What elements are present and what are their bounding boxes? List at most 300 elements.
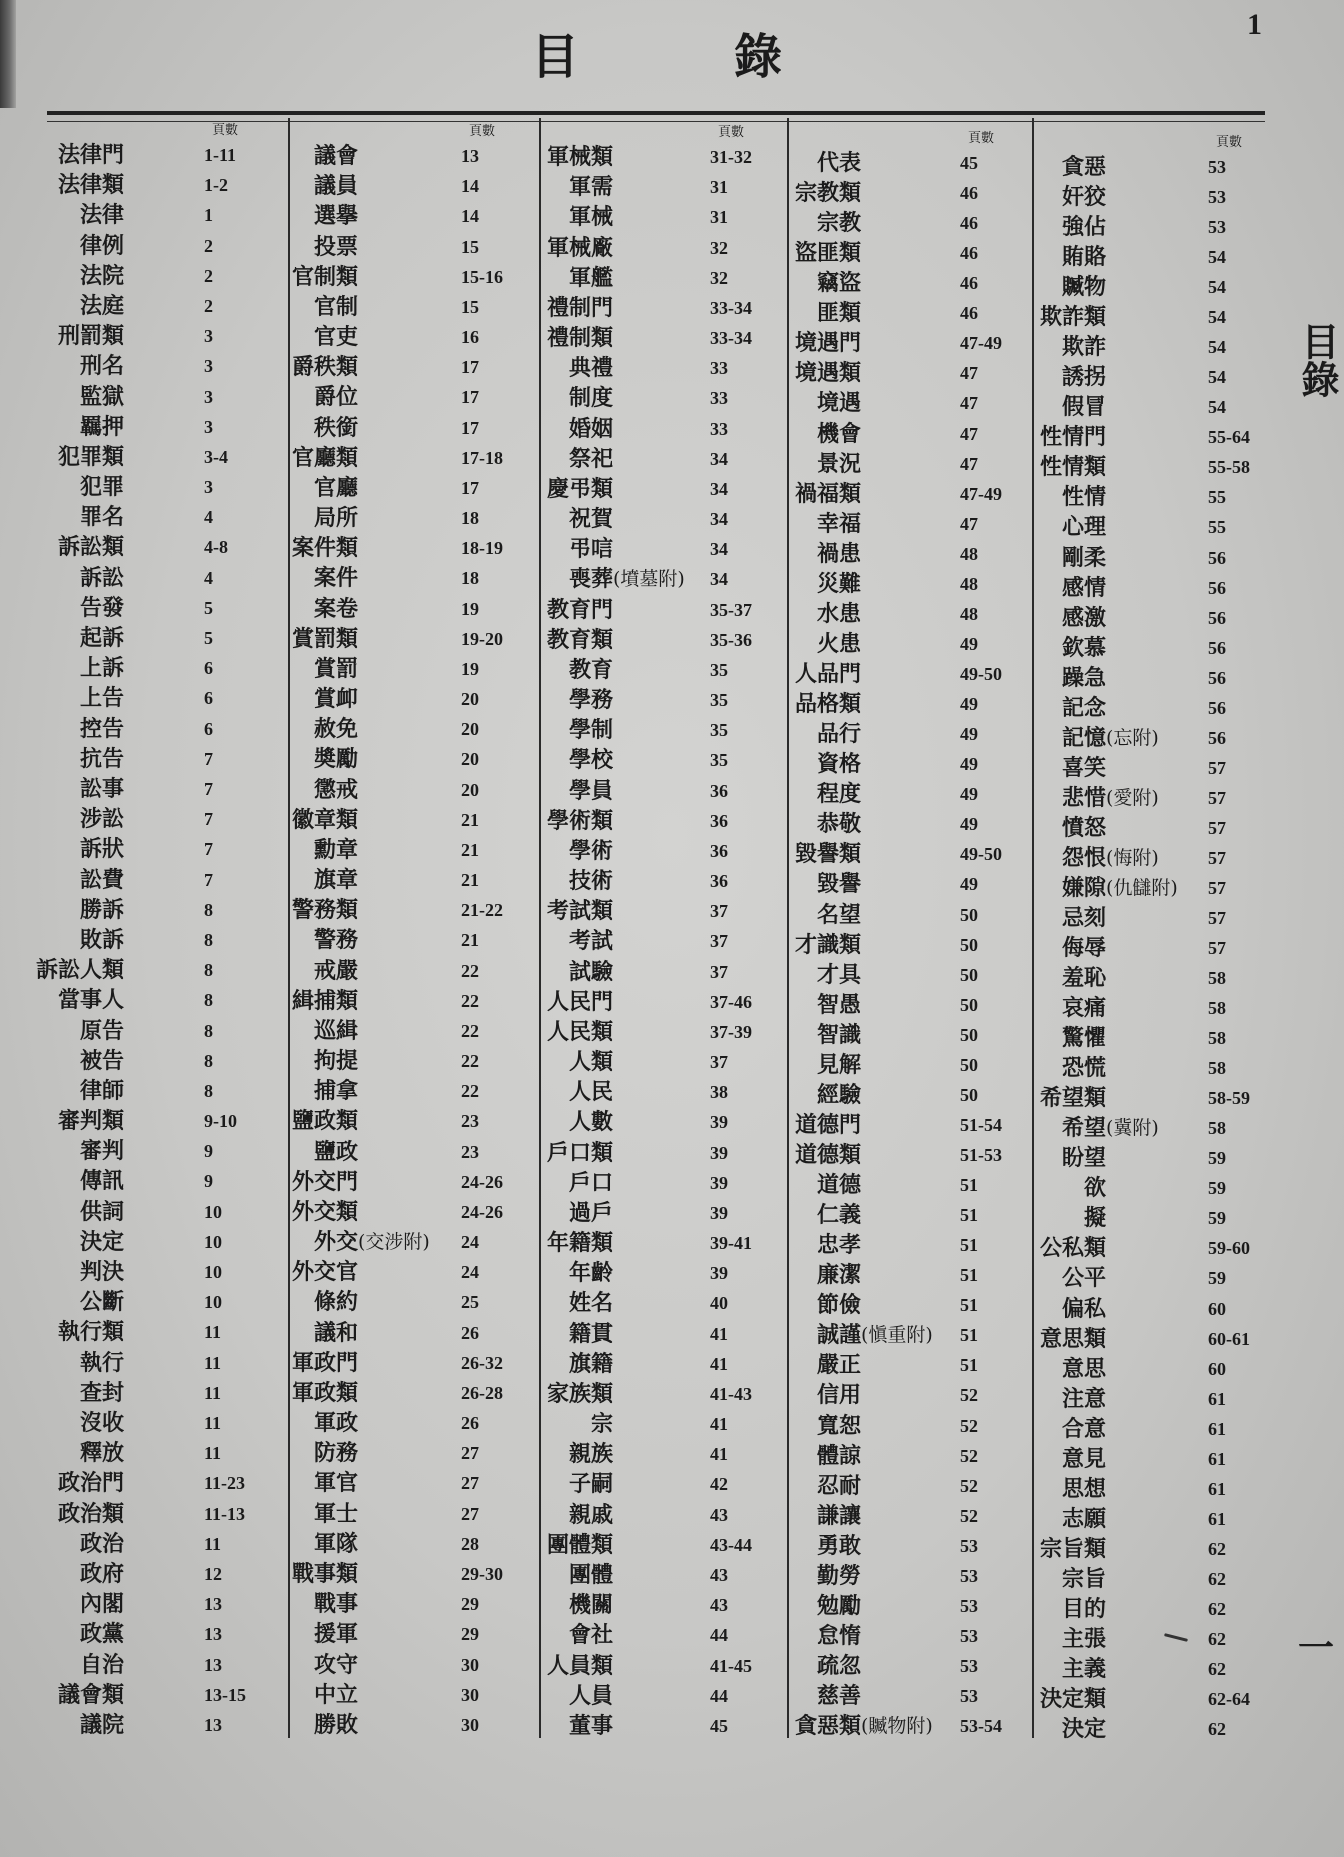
index-entry <box>0 1681 1344 1714</box>
index-term-text: 教育門 <box>546 596 613 623</box>
index-term-text: 涉訟 <box>79 806 124 833</box>
index-term <box>1062 1023 1106 1053</box>
index-term-text: 境遇類 <box>794 360 861 387</box>
index-pages: 62 <box>1208 1568 1226 1589</box>
index-term-text: 姓名 <box>568 1290 613 1317</box>
index-entry <box>0 693 1344 723</box>
index-pages: 47 <box>960 393 978 414</box>
index-term-text: 學術類 <box>546 807 613 834</box>
index-pages: 3 <box>204 356 213 377</box>
index-term-text: 政治門 <box>57 1470 124 1497</box>
index-pages: 16 <box>461 327 479 348</box>
index-term <box>1061 1113 1159 1143</box>
index-term-text: 學校 <box>568 747 613 774</box>
index-pages: 33 <box>710 388 728 409</box>
index-pages: 8 <box>204 960 213 981</box>
index-pages: 47 <box>960 423 978 444</box>
index-pages: 29 <box>461 1594 479 1615</box>
index-term <box>1062 332 1106 362</box>
index-pages: 58-59 <box>1208 1088 1250 1109</box>
index-pages: 26-28 <box>461 1382 503 1403</box>
index-pages: 46 <box>960 213 978 234</box>
index-pages: 28 <box>461 1533 479 1554</box>
index-term-text: 軍艦 <box>568 264 613 291</box>
index-term-text: 懲戒 <box>313 776 358 803</box>
index-pages: 35 <box>710 750 728 771</box>
index-pages: 53 <box>960 1535 978 1556</box>
index-term-text: 災難 <box>816 570 861 597</box>
index-pages: 26 <box>461 1322 479 1343</box>
index-entry <box>0 1414 1344 1444</box>
index-pages: 48 <box>960 543 978 564</box>
index-pages: 17 <box>461 417 479 438</box>
index-term-text: 祭祀 <box>568 445 613 472</box>
index-pages: 27 <box>461 1473 479 1494</box>
index-term-text: 記念 <box>1061 694 1106 721</box>
index-pages: 45 <box>710 1715 728 1736</box>
index-pages: 58 <box>1208 998 1226 1019</box>
page-column-header: 頁數 <box>968 131 995 146</box>
index-pages: 39-41 <box>710 1233 752 1254</box>
index-entry <box>0 212 1344 242</box>
index-term-text: 考試類 <box>546 898 613 925</box>
index-pages: 6 <box>204 688 213 709</box>
index-term-text: 爵秩類 <box>291 354 358 381</box>
index-pages: 11 <box>204 1382 222 1403</box>
index-term-text: 心理 <box>1061 514 1106 541</box>
index-term <box>1061 843 1159 873</box>
index-term <box>1084 1203 1106 1233</box>
index-entry <box>0 963 1344 993</box>
index-pages: 60-61 <box>1208 1328 1250 1349</box>
index-entry <box>0 1561 1344 1594</box>
index-term-text: 名望 <box>816 901 861 928</box>
index-term-text: 疏忽 <box>816 1653 861 1679</box>
index-term-text: 官制 <box>313 293 358 320</box>
index-term-text: 中立 <box>313 1681 358 1708</box>
index-pages: 55 <box>1208 517 1226 538</box>
index-pages: 47 <box>960 363 978 384</box>
index-pages: 34 <box>710 539 728 560</box>
index-pages: 4-8 <box>204 537 228 558</box>
index-pages: 61 <box>1208 1478 1226 1499</box>
index-term-text: 抗告 <box>79 745 124 772</box>
index-term-text: 誘拐 <box>1061 364 1106 391</box>
index-term-text: 過戶 <box>568 1199 613 1226</box>
index-entry <box>0 422 1344 452</box>
index-term-text: 寬恕 <box>816 1412 861 1439</box>
index-term-text: 典禮 <box>568 355 613 382</box>
index-term-text: 選擧 <box>313 203 358 230</box>
index-term <box>1040 1233 1106 1263</box>
index-term-text: 侮辱 <box>1061 935 1106 962</box>
index-term <box>1062 482 1106 512</box>
index-term-text: 賞卹 <box>313 686 358 713</box>
index-term-text: 合意 <box>1061 1415 1106 1442</box>
index-entry <box>0 182 1344 212</box>
index-term <box>1062 182 1106 212</box>
index-term-text: 性情 <box>1061 484 1106 511</box>
index-entry <box>0 242 1344 272</box>
index-pages: 52 <box>960 1445 978 1466</box>
index-pages: 54 <box>1208 277 1226 298</box>
index-pages: 9-10 <box>204 1111 237 1132</box>
index-term-text: 擬 <box>1083 1205 1106 1232</box>
index-term-text: 外交官 <box>291 1259 358 1286</box>
index-term-text: 援軍 <box>313 1621 358 1648</box>
index-pages: 35 <box>710 690 728 711</box>
index-pages: 37 <box>710 1052 728 1073</box>
index-pages: 52 <box>960 1415 978 1436</box>
index-pages: 57 <box>1208 847 1226 868</box>
index-entry <box>0 1594 1344 1624</box>
index-pages: 17-18 <box>461 447 503 468</box>
index-pages: 43-44 <box>710 1534 752 1555</box>
index-pages: 17 <box>461 387 479 408</box>
index-term-text: 家族類 <box>546 1380 613 1407</box>
index-entry <box>0 362 1344 392</box>
index-term-note: (愼重附) <box>861 1324 933 1347</box>
index-term-text: 忠孝 <box>816 1232 861 1259</box>
index-pages: 51 <box>960 1295 978 1316</box>
index-term-text: 律例 <box>79 232 124 259</box>
index-pages: 22 <box>461 960 479 981</box>
index-pages: 7 <box>204 748 213 769</box>
index-pages: 52 <box>960 1385 978 1406</box>
index-term-text: 信用 <box>816 1382 861 1409</box>
index-pages: 62 <box>1208 1659 1226 1679</box>
index-term-text: 才具 <box>816 961 861 988</box>
index-term-text: 法庭 <box>79 292 124 319</box>
index-term-text: 嫌隙 <box>1061 874 1106 901</box>
index-pages: 41 <box>710 1353 728 1374</box>
index-term-text: 羞恥 <box>1061 965 1106 992</box>
index-term-text: 禮制門 <box>546 294 613 321</box>
index-term-text: 議會類 <box>57 1681 124 1708</box>
index-term-text: 訟費 <box>79 866 124 893</box>
index-term-note: (愛附) <box>1106 786 1159 809</box>
index-term-text: 宗 <box>590 1411 613 1438</box>
index-term-text: 政治類 <box>57 1500 124 1527</box>
index-term-text: 上告 <box>79 685 124 712</box>
index-pages: 21-22 <box>461 900 503 921</box>
index-term-text: 哀痛 <box>1061 995 1106 1022</box>
index-term-text: 政治 <box>79 1530 124 1557</box>
index-pages: 13 <box>461 146 479 166</box>
index-pages: 7 <box>204 869 213 890</box>
index-pages: 53 <box>960 1565 978 1586</box>
index-term-text: 強佔 <box>1061 214 1106 241</box>
index-pages: 1-2 <box>204 175 228 196</box>
index-term-text: 巡緝 <box>313 1017 358 1044</box>
index-term-text: 警務類 <box>291 897 358 924</box>
index-pages: 20 <box>461 719 479 740</box>
index-pages: 60 <box>1208 1358 1226 1379</box>
index-pages: 37 <box>710 961 728 982</box>
index-entry <box>0 392 1344 422</box>
side-mark: 一 <box>1298 1627 1335 1669</box>
index-pages: 34 <box>710 448 728 469</box>
index-term-text: 景況 <box>816 450 861 477</box>
page-column-header: 頁數 <box>1216 135 1243 150</box>
index-term <box>1062 663 1106 693</box>
index-term-text: 訟事 <box>79 775 124 802</box>
index-term-text: 忌刻 <box>1061 905 1106 931</box>
index-term-text: 記憶 <box>1061 724 1106 751</box>
index-term-text: 悲惜 <box>1061 784 1106 811</box>
index-pages: 7 <box>204 809 213 830</box>
index-pages: 47 <box>960 513 978 534</box>
index-term-text: 旗籍 <box>568 1350 613 1377</box>
index-term-text: 學制 <box>568 717 613 744</box>
index-term-text: 戰事 <box>313 1591 358 1618</box>
index-pages: 21 <box>461 870 479 891</box>
index-pages: 56 <box>1208 667 1226 688</box>
index-term-text: 毀譽 <box>816 871 861 898</box>
index-pages: 5 <box>204 597 213 618</box>
index-term <box>1062 753 1106 783</box>
index-pages: 2 <box>204 265 213 286</box>
index-term <box>1061 783 1159 813</box>
index-pages: 13 <box>204 1594 222 1615</box>
index-entry <box>0 1294 1344 1324</box>
index-pages: 3-4 <box>204 446 228 467</box>
index-pages: 62 <box>1208 1628 1226 1649</box>
index-term-text: 人類 <box>568 1049 613 1076</box>
index-term-text: 考試 <box>568 928 613 955</box>
index-pages: 53 <box>960 1686 978 1707</box>
index-entry <box>0 482 1344 512</box>
index-term <box>1062 152 1106 182</box>
index-pages: 37 <box>710 901 728 922</box>
index-entry <box>0 272 1344 302</box>
index-term-text: 議和 <box>313 1319 358 1346</box>
index-pages: 41-45 <box>710 1655 752 1676</box>
index-term-text: 案件 <box>313 565 358 592</box>
index-term-note: (交涉附) <box>358 1231 430 1254</box>
index-term-text: 廉潔 <box>816 1262 861 1289</box>
index-pages: 46 <box>960 303 978 324</box>
index-term-text: 才識類 <box>794 931 861 958</box>
index-term-text: 被告 <box>79 1047 124 1074</box>
index-pages: 24-26 <box>461 1201 503 1222</box>
index-pages: 20 <box>461 749 479 770</box>
index-pages: 15 <box>461 296 479 317</box>
index-term <box>1062 1564 1106 1594</box>
index-term-text: 經驗 <box>816 1081 861 1108</box>
index-pages: 48 <box>960 603 978 624</box>
index-term-text: 團體 <box>568 1561 613 1588</box>
index-term <box>1062 1624 1106 1654</box>
index-pages: 55-58 <box>1208 457 1250 478</box>
index-term-text: 品行 <box>816 721 861 748</box>
index-entry <box>0 813 1344 843</box>
index-term-text: 毀譽類 <box>794 841 861 868</box>
index-entry <box>0 1053 1344 1083</box>
index-term-note: (墳墓附) <box>613 568 685 591</box>
index-term-text: 徽章類 <box>291 806 358 833</box>
index-pages: 47-49 <box>960 483 1002 504</box>
index-pages: 19-20 <box>461 628 503 649</box>
index-term-text: 公斷 <box>79 1289 124 1316</box>
index-pages: 61 <box>1208 1508 1226 1529</box>
index-term <box>1062 543 1106 573</box>
index-pages: 56 <box>1208 637 1226 658</box>
index-term-text: 忍耐 <box>816 1472 861 1499</box>
index-pages: 35-37 <box>710 599 752 620</box>
index-pages: 8 <box>204 1020 213 1041</box>
index-entry <box>0 1624 1344 1654</box>
index-pages: 5 <box>204 628 213 649</box>
index-pages: 13 <box>204 1714 222 1735</box>
index-term <box>1040 1684 1106 1714</box>
index-pages: 22 <box>461 990 479 1011</box>
index-pages: 62 <box>1208 1719 1226 1740</box>
index-term-note: (忘附) <box>1106 726 1159 749</box>
index-term <box>1062 903 1106 933</box>
index-pages: 36 <box>710 810 728 831</box>
index-pages: 13 <box>204 1654 222 1675</box>
index-term-text: 注意 <box>1061 1385 1106 1412</box>
index-pages: 13-15 <box>204 1684 246 1705</box>
index-term-text: 攻守 <box>313 1651 358 1678</box>
index-term <box>1062 933 1106 963</box>
index-term-text: 驚懼 <box>1061 1025 1106 1052</box>
index-term <box>1062 512 1106 542</box>
index-pages: 3 <box>204 416 213 437</box>
index-term-text: 剛柔 <box>1061 544 1106 571</box>
index-pages: 34 <box>710 509 728 530</box>
index-term-text: 弔唁 <box>568 536 613 563</box>
index-entry <box>0 783 1344 813</box>
index-pages: 58 <box>1208 968 1226 989</box>
index-term-text: 禍福類 <box>794 480 861 507</box>
index-term <box>1040 302 1106 332</box>
index-pages: 54 <box>1208 367 1226 388</box>
index-term-text: 赦免 <box>313 716 358 743</box>
index-pages: 40 <box>710 1293 728 1314</box>
index-term-text: 官廳類 <box>291 444 358 471</box>
index-entry <box>0 843 1344 873</box>
index-pages: 53 <box>1208 157 1226 177</box>
index-pages: 36 <box>710 780 728 801</box>
index-term-text: 爵位 <box>313 384 358 411</box>
index-entry <box>0 1083 1344 1113</box>
index-pages: 34 <box>710 478 728 499</box>
index-pages: 55 <box>1208 487 1226 508</box>
index-pages: 54 <box>1208 307 1226 328</box>
index-pages: 41 <box>710 1444 728 1465</box>
index-pages: 52 <box>960 1475 978 1496</box>
index-pages: 62 <box>1208 1598 1226 1619</box>
index-pages: 61 <box>1208 1418 1226 1439</box>
index-term <box>1040 1083 1106 1113</box>
index-pages: 31-32 <box>710 147 752 167</box>
index-pages: 50 <box>960 934 978 955</box>
index-pages: 22 <box>461 1020 479 1041</box>
index-term <box>1062 603 1106 633</box>
index-term-text: 警務 <box>313 927 358 954</box>
index-term-text: 盼望 <box>1061 1145 1106 1172</box>
index-pages: 17 <box>461 477 479 498</box>
index-entry <box>0 723 1344 753</box>
index-term-text: 軍政門 <box>291 1349 358 1376</box>
index-term <box>1062 1714 1106 1744</box>
index-term-text: 教育 <box>568 656 613 683</box>
index-pages: 49 <box>960 874 978 895</box>
index-pages: 15 <box>461 236 479 257</box>
index-term-text: 政黨 <box>79 1621 124 1648</box>
index-term-text: 見解 <box>816 1051 861 1078</box>
index-entry <box>0 993 1344 1023</box>
index-pages: 58 <box>1208 1028 1226 1049</box>
index-term-text: 外交門 <box>291 1168 358 1195</box>
index-pages: 11-23 <box>204 1473 246 1494</box>
index-term-text: 軍政類 <box>291 1379 358 1406</box>
index-term-text: 宗教 <box>816 210 861 237</box>
index-term-note: (仇讎附) <box>1106 876 1178 899</box>
index-term-text: 道德 <box>816 1172 861 1199</box>
index-pages: 8 <box>204 899 213 920</box>
index-term-text: 傳訊 <box>79 1168 124 1195</box>
index-entry <box>0 1233 1344 1263</box>
index-pages: 47-49 <box>960 333 1002 354</box>
index-pages: 41 <box>710 1414 728 1435</box>
index-term-text: 官制類 <box>291 263 358 290</box>
index-pages: 49 <box>960 784 978 805</box>
index-pages: 61 <box>1208 1388 1226 1409</box>
index-pages: 20 <box>461 689 479 710</box>
index-term-text: 志願 <box>1061 1505 1106 1532</box>
index-term-text: 執行類 <box>57 1319 124 1346</box>
index-term-text: 賞罰 <box>313 655 358 682</box>
index-pages: 39 <box>710 1112 728 1133</box>
index-pages: 31 <box>710 177 728 198</box>
index-term-text: 親戚 <box>568 1501 613 1528</box>
index-pages: 51 <box>960 1355 978 1376</box>
index-term-text: 偏私 <box>1061 1295 1106 1322</box>
index-term-text: 子嗣 <box>568 1471 613 1498</box>
index-term-note: (贓物附) <box>861 1715 933 1738</box>
index-pages: 49 <box>960 754 978 775</box>
index-term-text: 勳章 <box>313 836 358 863</box>
index-term-text: 目的 <box>1061 1595 1106 1622</box>
index-term-text: 恐慌 <box>1061 1055 1106 1082</box>
index-term-text: 軍械類 <box>546 144 613 170</box>
index-pages: 9 <box>204 1141 213 1162</box>
index-term-text: 自治 <box>79 1651 124 1678</box>
index-term-text: 人民門 <box>546 988 613 1015</box>
index-pages: 9 <box>204 1171 213 1192</box>
index-term-text: 品格類 <box>794 691 861 718</box>
index-pages: 57 <box>1208 877 1226 898</box>
index-term-text: 貪惡 <box>1061 154 1106 180</box>
index-pages: 62 <box>1208 1538 1226 1559</box>
index-term-text: 禍患 <box>816 540 861 567</box>
index-term-text: 犯罪類 <box>57 443 124 470</box>
index-term-text: 供詞 <box>79 1198 124 1225</box>
index-term-text: 人數 <box>568 1109 613 1136</box>
index-pages: 26-32 <box>461 1352 503 1373</box>
index-pages: 58 <box>1208 1058 1226 1079</box>
index-term-text: 意見 <box>1061 1445 1106 1472</box>
index-term-text: 軍政 <box>313 1410 358 1437</box>
index-term-text: 教育類 <box>546 626 613 653</box>
index-pages: 21 <box>461 930 479 951</box>
index-term-text: 水患 <box>816 600 861 627</box>
index-term-text: 躁急 <box>1061 664 1106 691</box>
index-term-text: 親族 <box>568 1441 613 1468</box>
